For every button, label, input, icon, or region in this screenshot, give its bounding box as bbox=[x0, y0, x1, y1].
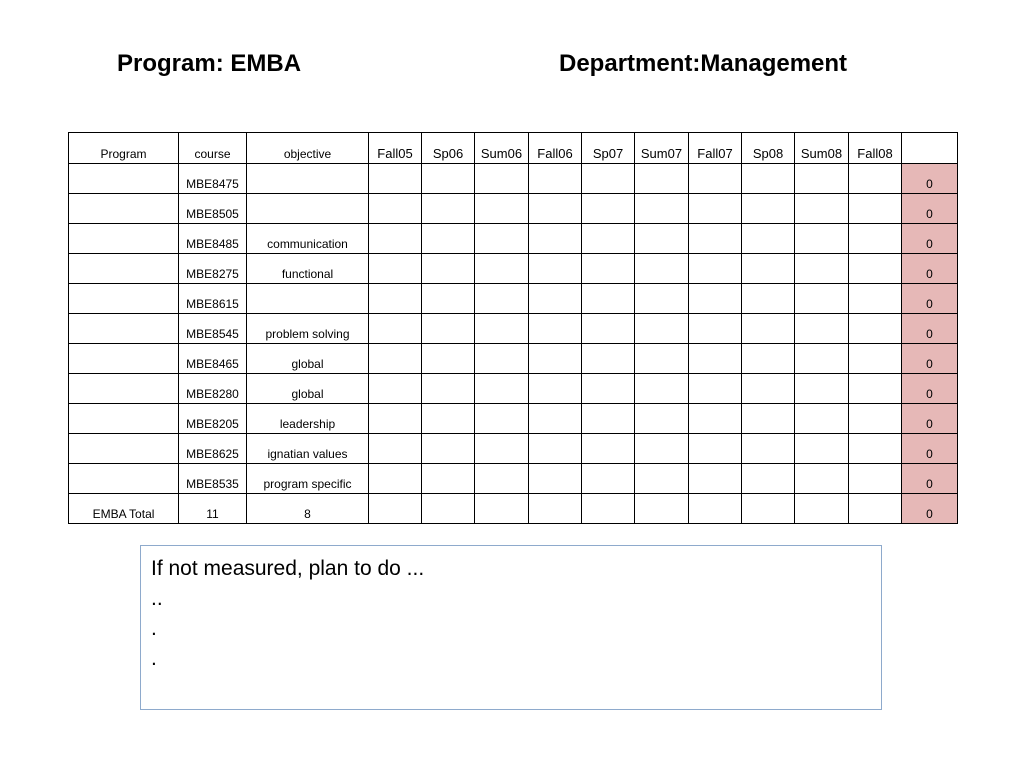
notes-line: . bbox=[151, 617, 157, 640]
term-cell bbox=[582, 194, 635, 224]
table-row bbox=[69, 494, 958, 524]
objective-cell: communication bbox=[247, 224, 369, 254]
term-cell bbox=[369, 254, 422, 284]
header-sp06: Sp06 bbox=[422, 133, 475, 164]
term-cell bbox=[689, 404, 742, 434]
objective-cell: ignatian values bbox=[247, 434, 369, 464]
table-row bbox=[69, 374, 958, 404]
program-cell bbox=[69, 434, 179, 464]
header-fall07: Fall07 bbox=[689, 133, 742, 164]
course-cell: MBE8505 bbox=[179, 194, 247, 224]
term-cell bbox=[582, 464, 635, 494]
term-cell bbox=[582, 404, 635, 434]
term-cell bbox=[475, 194, 529, 224]
assessment-table bbox=[68, 132, 958, 524]
term-cell bbox=[422, 254, 475, 284]
term-cell bbox=[369, 374, 422, 404]
total-cell: 0 bbox=[902, 194, 958, 224]
term-cell bbox=[635, 464, 689, 494]
objective-cell: problem solving bbox=[247, 314, 369, 344]
program-cell bbox=[69, 404, 179, 434]
term-cell bbox=[475, 314, 529, 344]
term-cell bbox=[582, 434, 635, 464]
term-cell bbox=[849, 194, 902, 224]
term-cell bbox=[689, 284, 742, 314]
term-cell bbox=[689, 434, 742, 464]
course-cell: MBE8545 bbox=[179, 314, 247, 344]
term-cell bbox=[742, 194, 795, 224]
term-cell bbox=[689, 164, 742, 194]
term-cell bbox=[475, 404, 529, 434]
program-cell bbox=[69, 224, 179, 254]
term-cell bbox=[795, 284, 849, 314]
program-cell bbox=[69, 164, 179, 194]
term-cell bbox=[475, 464, 529, 494]
table-row bbox=[69, 464, 958, 494]
term-cell bbox=[795, 344, 849, 374]
objective-cell bbox=[247, 194, 369, 224]
objective-cell: global bbox=[247, 374, 369, 404]
term-cell bbox=[742, 494, 795, 524]
term-cell bbox=[795, 314, 849, 344]
term-cell bbox=[689, 314, 742, 344]
term-cell bbox=[849, 344, 902, 374]
objective-cell: leadership bbox=[247, 404, 369, 434]
term-cell bbox=[369, 284, 422, 314]
term-cell bbox=[849, 404, 902, 434]
table-row bbox=[69, 254, 958, 284]
term-cell bbox=[635, 164, 689, 194]
notes-line: .. bbox=[151, 587, 163, 610]
term-cell bbox=[689, 194, 742, 224]
total-cell: 0 bbox=[902, 494, 958, 524]
term-cell bbox=[529, 434, 582, 464]
course-cell: MBE8205 bbox=[179, 404, 247, 434]
program-cell bbox=[69, 464, 179, 494]
objective-cell: functional bbox=[247, 254, 369, 284]
course-cell: MBE8615 bbox=[179, 284, 247, 314]
course-cell: 11 bbox=[179, 494, 247, 524]
term-cell bbox=[422, 404, 475, 434]
term-cell bbox=[795, 464, 849, 494]
table-row bbox=[69, 404, 958, 434]
table-row bbox=[69, 224, 958, 254]
term-cell bbox=[582, 224, 635, 254]
term-cell bbox=[475, 164, 529, 194]
total-cell: 0 bbox=[902, 344, 958, 374]
term-cell bbox=[582, 374, 635, 404]
term-cell bbox=[635, 314, 689, 344]
course-cell: MBE8485 bbox=[179, 224, 247, 254]
header-program: Program bbox=[69, 133, 179, 164]
term-cell bbox=[849, 434, 902, 464]
term-cell bbox=[422, 164, 475, 194]
term-cell bbox=[369, 464, 422, 494]
term-cell bbox=[529, 464, 582, 494]
total-cell: 0 bbox=[902, 464, 958, 494]
department-title: Department:Management bbox=[559, 50, 848, 77]
term-cell bbox=[529, 224, 582, 254]
table-header-row bbox=[69, 133, 958, 164]
table-row bbox=[69, 434, 958, 464]
notes-line: . bbox=[151, 647, 157, 670]
term-cell bbox=[582, 344, 635, 374]
term-cell bbox=[475, 284, 529, 314]
term-cell bbox=[369, 314, 422, 344]
term-cell bbox=[689, 254, 742, 284]
term-cell bbox=[529, 314, 582, 344]
term-cell bbox=[689, 494, 742, 524]
header-total bbox=[902, 133, 958, 164]
term-cell bbox=[689, 374, 742, 404]
term-cell bbox=[742, 224, 795, 254]
total-cell: 0 bbox=[902, 224, 958, 254]
term-cell bbox=[742, 374, 795, 404]
term-cell bbox=[849, 374, 902, 404]
term-cell bbox=[369, 404, 422, 434]
term-cell bbox=[369, 164, 422, 194]
term-cell bbox=[635, 344, 689, 374]
course-cell: MBE8280 bbox=[179, 374, 247, 404]
term-cell bbox=[422, 494, 475, 524]
header-objective: objective bbox=[247, 133, 369, 164]
course-cell: MBE8625 bbox=[179, 434, 247, 464]
term-cell bbox=[742, 434, 795, 464]
term-cell bbox=[795, 194, 849, 224]
course-cell: MBE8275 bbox=[179, 254, 247, 284]
notes-line: If not measured, plan to do ... bbox=[151, 557, 425, 580]
term-cell bbox=[689, 464, 742, 494]
term-cell bbox=[689, 344, 742, 374]
term-cell bbox=[475, 224, 529, 254]
total-cell: 0 bbox=[902, 164, 958, 194]
term-cell bbox=[529, 284, 582, 314]
program-cell bbox=[69, 254, 179, 284]
program-cell: EMBA Total bbox=[69, 494, 179, 524]
term-cell bbox=[795, 374, 849, 404]
table-body bbox=[69, 164, 958, 524]
term-cell bbox=[742, 314, 795, 344]
term-cell bbox=[582, 254, 635, 284]
term-cell bbox=[529, 374, 582, 404]
objective-cell: program specific bbox=[247, 464, 369, 494]
term-cell bbox=[529, 344, 582, 374]
term-cell bbox=[369, 434, 422, 464]
term-cell bbox=[369, 194, 422, 224]
term-cell bbox=[795, 404, 849, 434]
course-cell: MBE8465 bbox=[179, 344, 247, 374]
term-cell bbox=[635, 434, 689, 464]
table-row bbox=[69, 284, 958, 314]
term-cell bbox=[849, 254, 902, 284]
table-row bbox=[69, 194, 958, 224]
table-row bbox=[69, 344, 958, 374]
term-cell bbox=[742, 164, 795, 194]
course-cell: MBE8535 bbox=[179, 464, 247, 494]
term-cell bbox=[529, 404, 582, 434]
term-cell bbox=[475, 254, 529, 284]
term-cell bbox=[635, 284, 689, 314]
term-cell bbox=[635, 194, 689, 224]
header-course: course bbox=[179, 133, 247, 164]
objective-cell bbox=[247, 284, 369, 314]
term-cell bbox=[369, 494, 422, 524]
term-cell bbox=[475, 344, 529, 374]
header-sp08: Sp08 bbox=[742, 133, 795, 164]
term-cell bbox=[742, 344, 795, 374]
term-cell bbox=[422, 224, 475, 254]
term-cell bbox=[475, 494, 529, 524]
term-cell bbox=[422, 314, 475, 344]
term-cell bbox=[422, 434, 475, 464]
total-cell: 0 bbox=[902, 434, 958, 464]
objective-cell: global bbox=[247, 344, 369, 374]
term-cell bbox=[582, 284, 635, 314]
total-cell: 0 bbox=[902, 254, 958, 284]
term-cell bbox=[422, 284, 475, 314]
term-cell bbox=[742, 254, 795, 284]
term-cell bbox=[849, 164, 902, 194]
term-cell bbox=[742, 404, 795, 434]
header-sum07: Sum07 bbox=[635, 133, 689, 164]
total-cell: 0 bbox=[902, 314, 958, 344]
course-cell: MBE8475 bbox=[179, 164, 247, 194]
term-cell bbox=[849, 464, 902, 494]
term-cell bbox=[422, 344, 475, 374]
objective-cell: 8 bbox=[247, 494, 369, 524]
table-row bbox=[69, 164, 958, 194]
term-cell bbox=[422, 374, 475, 404]
table-row bbox=[69, 314, 958, 344]
term-cell bbox=[689, 224, 742, 254]
term-cell bbox=[795, 494, 849, 524]
total-cell: 0 bbox=[902, 404, 958, 434]
term-cell bbox=[582, 494, 635, 524]
term-cell bbox=[742, 284, 795, 314]
term-cell bbox=[529, 494, 582, 524]
notes-box[interactable] bbox=[140, 545, 882, 710]
term-cell bbox=[635, 254, 689, 284]
header-sum06: Sum06 bbox=[475, 133, 529, 164]
program-cell bbox=[69, 284, 179, 314]
header-fall05: Fall05 bbox=[369, 133, 422, 164]
term-cell bbox=[475, 434, 529, 464]
program-cell bbox=[69, 314, 179, 344]
objective-cell bbox=[247, 164, 369, 194]
term-cell bbox=[529, 194, 582, 224]
term-cell bbox=[529, 164, 582, 194]
program-cell bbox=[69, 374, 179, 404]
term-cell bbox=[795, 164, 849, 194]
term-cell bbox=[369, 224, 422, 254]
term-cell bbox=[475, 374, 529, 404]
header-sp07: Sp07 bbox=[582, 133, 635, 164]
term-cell bbox=[742, 464, 795, 494]
program-title: Program: EMBA bbox=[117, 50, 302, 77]
term-cell bbox=[635, 494, 689, 524]
term-cell bbox=[635, 224, 689, 254]
term-cell bbox=[849, 284, 902, 314]
term-cell bbox=[369, 344, 422, 374]
total-cell: 0 bbox=[902, 374, 958, 404]
term-cell bbox=[795, 434, 849, 464]
term-cell bbox=[635, 404, 689, 434]
header-fall08: Fall08 bbox=[849, 133, 902, 164]
program-cell bbox=[69, 194, 179, 224]
term-cell bbox=[422, 194, 475, 224]
program-cell bbox=[69, 344, 179, 374]
term-cell bbox=[422, 464, 475, 494]
term-cell bbox=[582, 164, 635, 194]
term-cell bbox=[582, 314, 635, 344]
term-cell bbox=[795, 254, 849, 284]
header-fall06: Fall06 bbox=[529, 133, 582, 164]
term-cell bbox=[849, 494, 902, 524]
header-sum08: Sum08 bbox=[795, 133, 849, 164]
term-cell bbox=[795, 224, 849, 254]
total-cell: 0 bbox=[902, 284, 958, 314]
term-cell bbox=[849, 314, 902, 344]
term-cell bbox=[529, 254, 582, 284]
term-cell bbox=[849, 224, 902, 254]
term-cell bbox=[635, 374, 689, 404]
